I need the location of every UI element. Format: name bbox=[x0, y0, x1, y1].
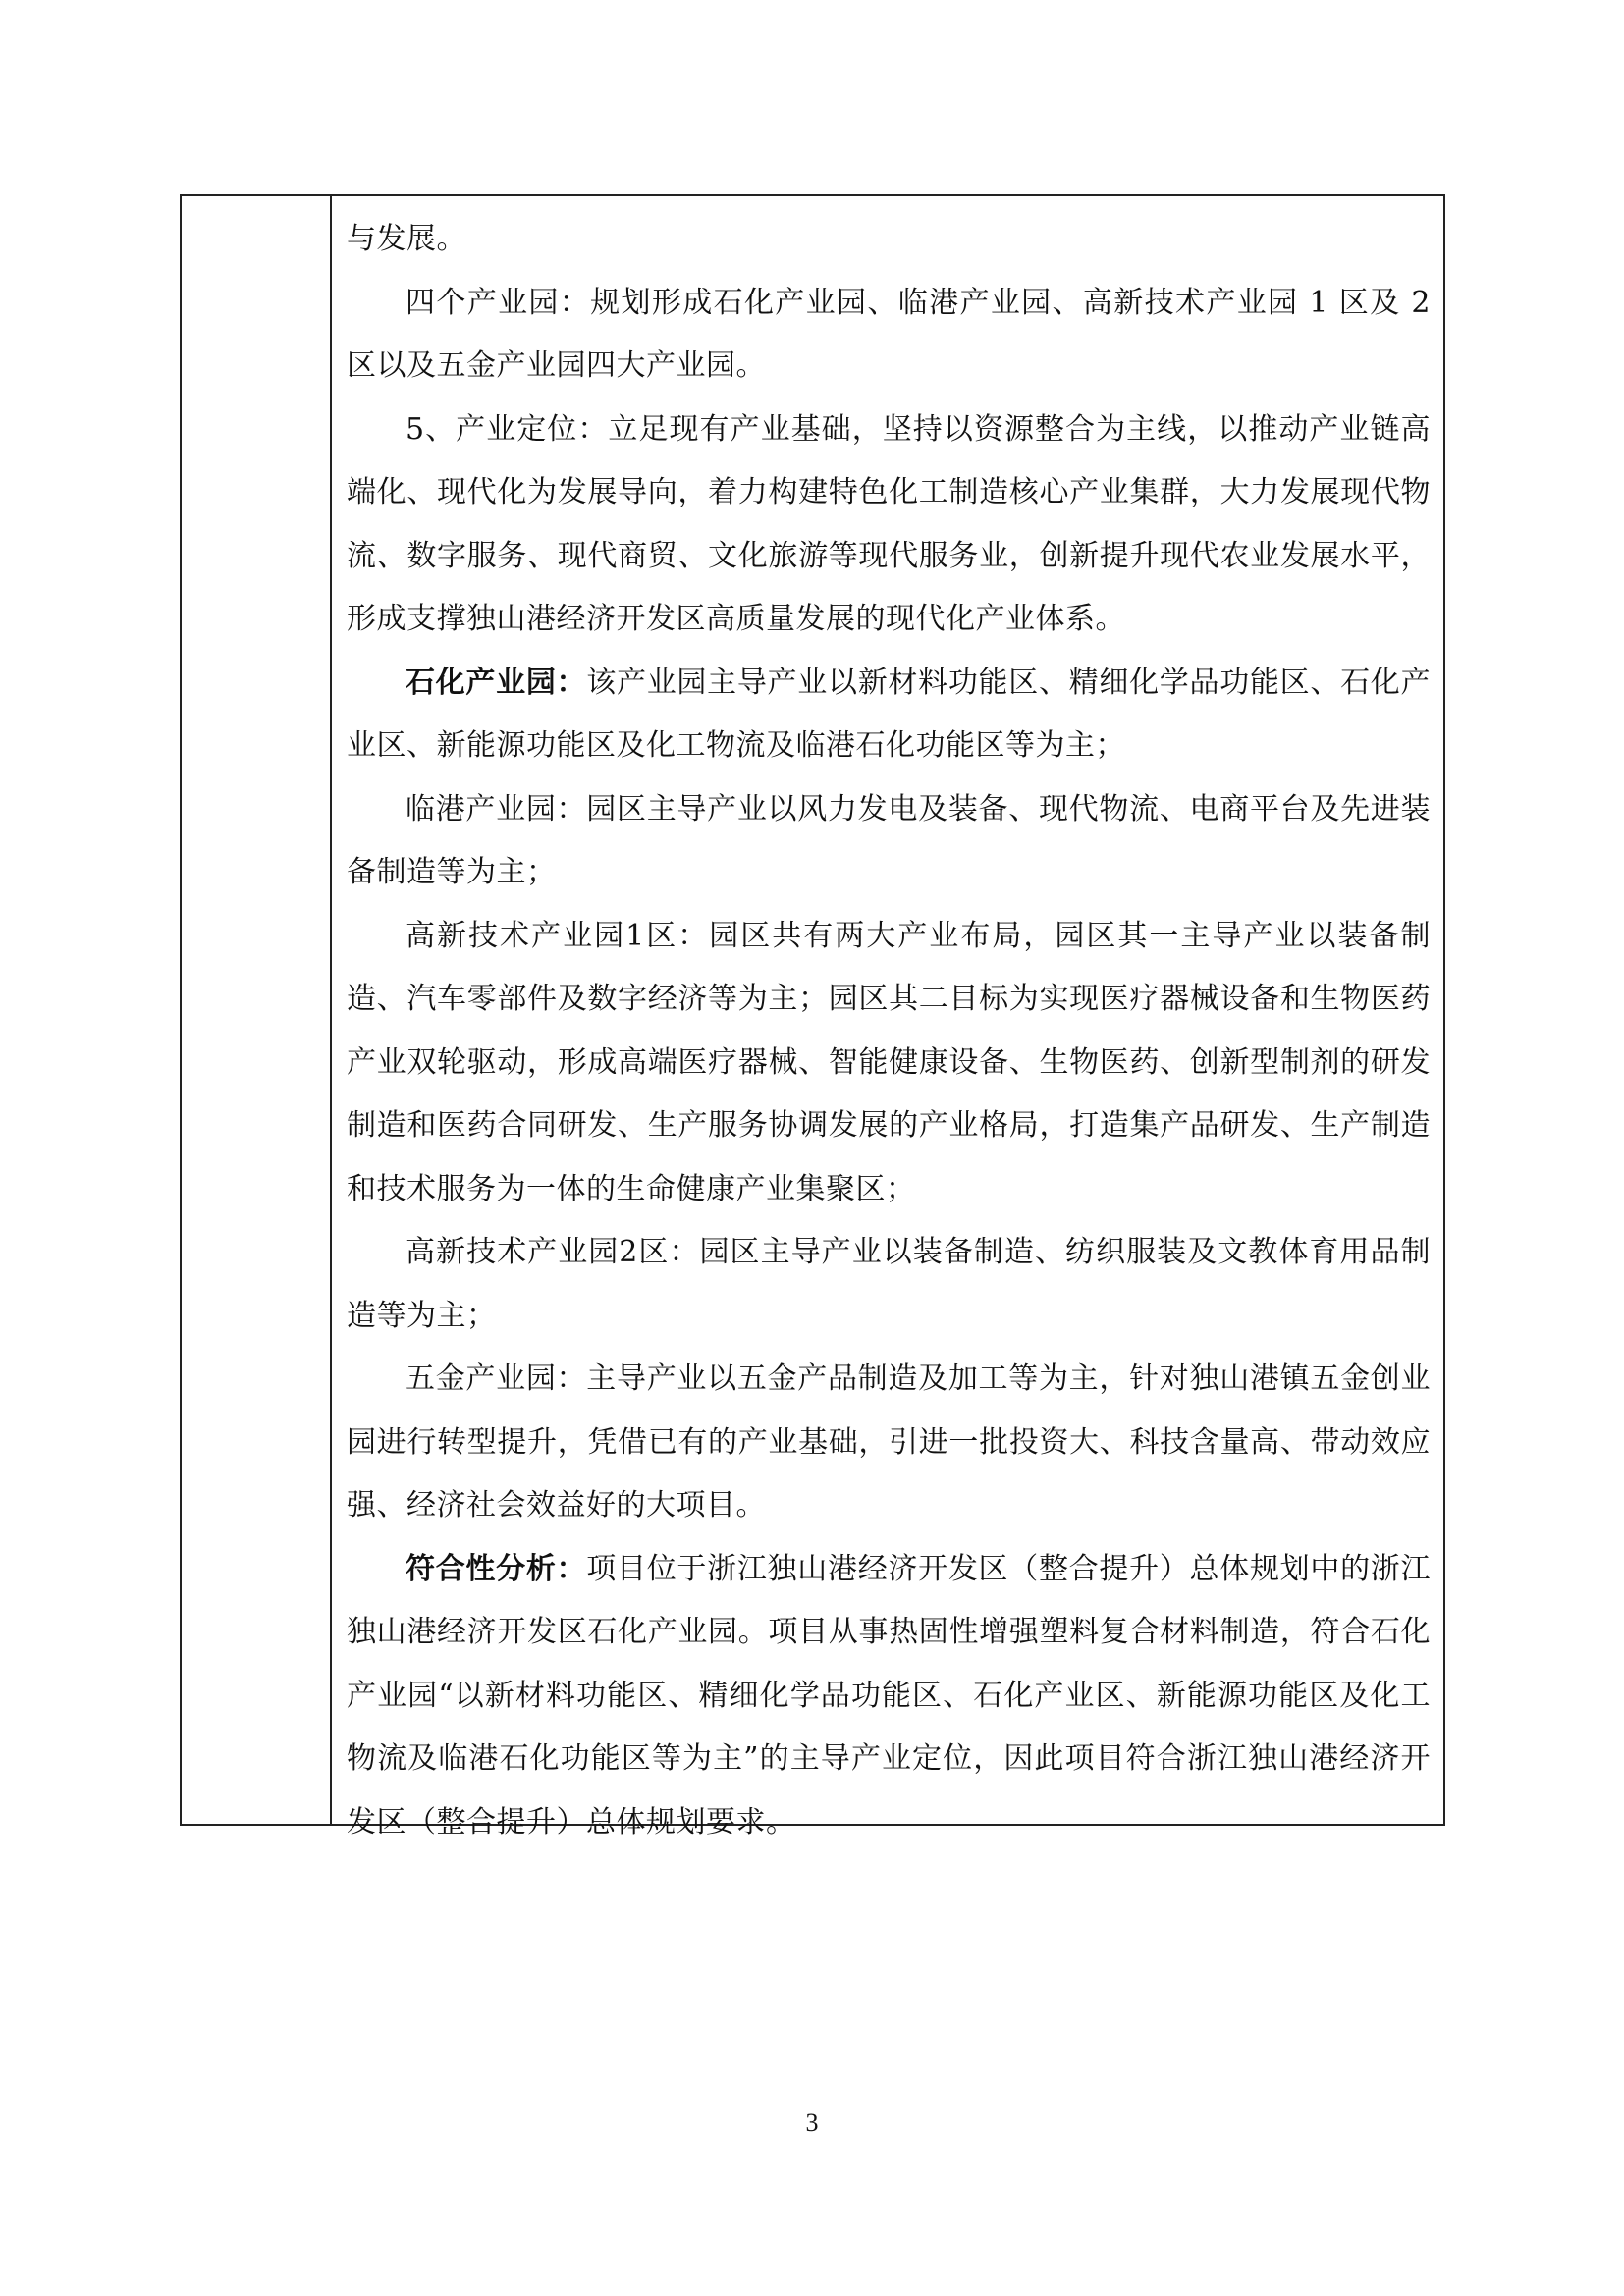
compliance-analysis-text: 项目位于浙江独山港经济开发区（整合提升）总体规划中的浙江独山港经济开发区石化产业园。项目从事热固性增强塑料复合材料制造，符合石化产业园“以新材料功能区、精细化学品功能区、石化产业区、新能源功能区及化工物流及临港石化功能区等为主”的主导产业定位，因此项目符合浙江独山港经济开发区（整合提升）总体规划要求。 bbox=[347, 1551, 1432, 1840]
table-left-cell bbox=[182, 196, 330, 1824]
compliance-analysis-label: 符合性分析： bbox=[406, 1551, 587, 1586]
paragraph-industry-positioning: 5、产业定位：立足现有产业基础，坚持以资源整合为主线，以推动产业链高端化、现代化为发展导向，着力构建特色化工制造核心产业集群，大力发展现代物流、数字服务、现代商贸、文化旅游等现代服务业，创新提升现代农业发展水平，形成支撑独山港经济开发区高质量发展的现代化产业体系。 bbox=[347, 411, 1431, 636]
content-table bbox=[180, 194, 1445, 1840]
paragraph-hightech-park-1: 高新技术产业园1区：园区共有两大产业布局，园区其一主导产业以装备制造、汽车零部件及数字经济等为主；园区其二目标为实现医疗器械设备和生物医药产业双轮驱动，形成高端医疗器械、智能健康设备、生物医药、创新型制剂的研发制造和医药合同研发、生产服务协调发展的产业格局，打造集产品研发、生产制造和技术服务为一体的生命健康产业集聚区； bbox=[347, 918, 1431, 1206]
paragraph-continuation: 与发展。 bbox=[347, 222, 466, 256]
table-content-cell bbox=[347, 208, 1431, 1854]
column-divider bbox=[330, 196, 332, 1824]
paragraph-four-parks: 四个产业园：规划形成石化产业园、临港产业园、高新技术产业园 1 区及 2 区以及五金产业园四大产业园。 bbox=[347, 285, 1431, 383]
petrochemical-park-text: 该产业园主导产业以新材料功能区、精细化学品功能区、石化产业区、新能源功能区及化工物流及临港石化功能区等为主； bbox=[347, 665, 1432, 763]
paragraph-port-park: 临港产业园：园区主导产业以风力发电及装备、现代物流、电商平台及先进装备制造等为主； bbox=[347, 791, 1431, 889]
page-number: 3 bbox=[805, 2109, 819, 2137]
paragraph-petrochemical-park bbox=[347, 652, 1431, 778]
petrochemical-park-label: 石化产业园： bbox=[406, 665, 587, 700]
paragraph-compliance-analysis bbox=[347, 1538, 1431, 1855]
paragraph-hardware-park: 五金产业园：主导产业以五金产品制造及加工等为主，针对独山港镇五金创业园进行转型提升，凭借已有的产业基础，引进一批投资大、科技含量高、带动效应强、经济社会效益好的大项目。 bbox=[347, 1362, 1431, 1522]
paragraph-hightech-park-2: 高新技术产业园2区：园区主导产业以装备制造、纺织服装及文教体育用品制造等为主； bbox=[347, 1235, 1431, 1333]
